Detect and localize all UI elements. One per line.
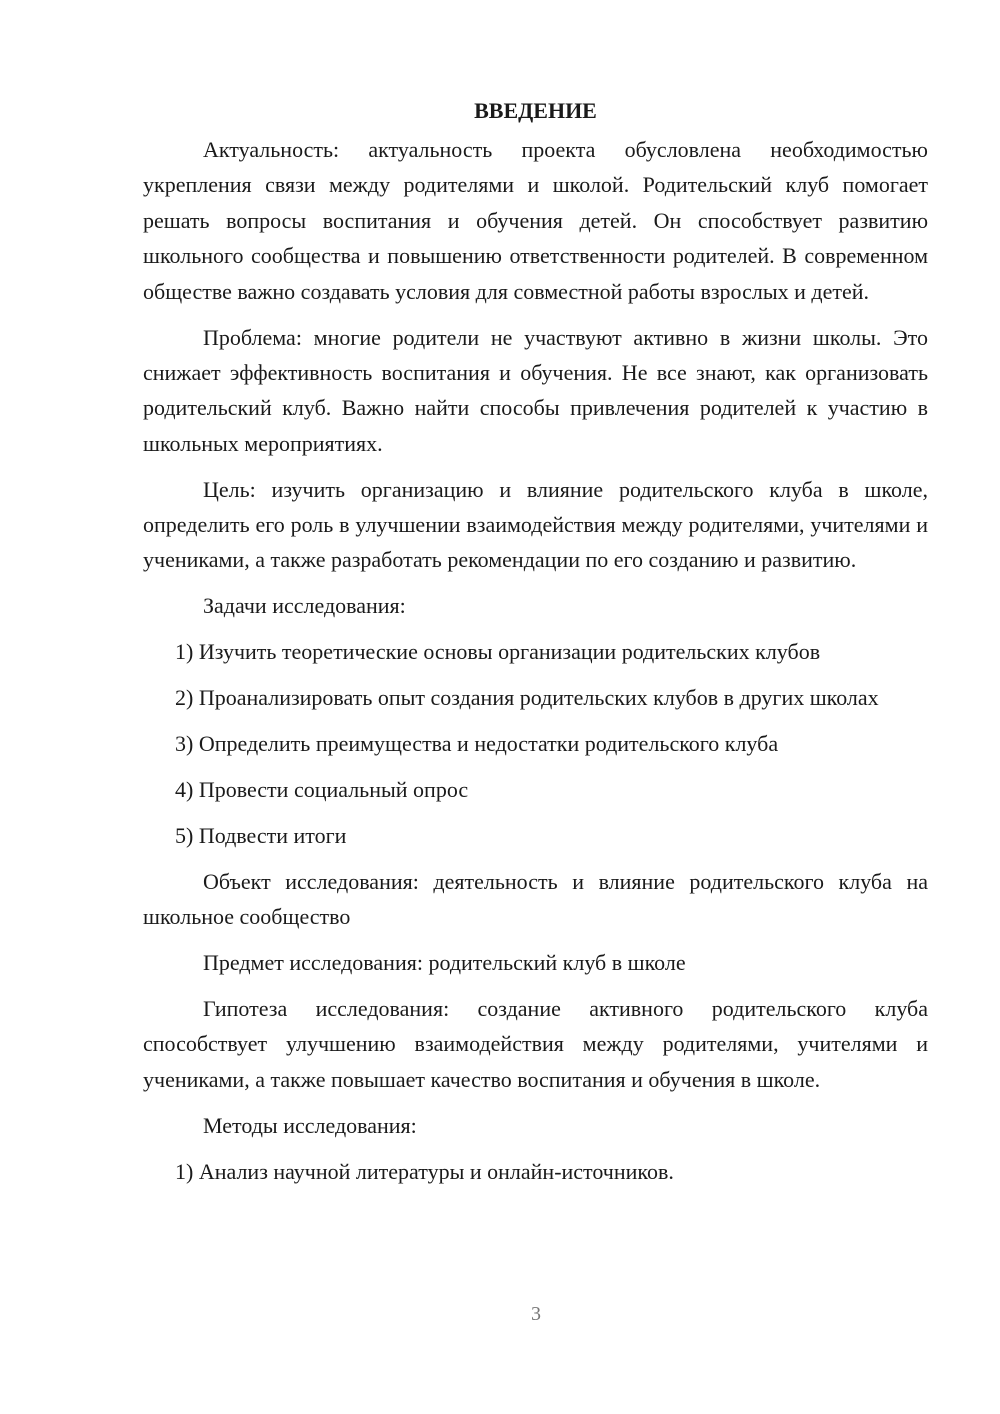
paragraph-subject: Предмет исследования: родительский клуб в школе xyxy=(203,950,686,976)
paragraph-relevance: Актуальность: актуальность проекта обусловлена необходимостью укрепления связи между родителями и школой. Родительский клуб помогает решать вопросы воспитания и обучения детей. Он способствует развитию школьного сообщества и повышению ответственности родителей. В современном обществе важно создавать условия для совместной работы взрослых и детей. xyxy=(143,137,928,304)
paragraph-tasks-title: Задачи исследования: xyxy=(203,593,406,619)
page-content xyxy=(143,96,928,1200)
list-item-task-3: 3) Определить преимущества и недостатки родительского клуба xyxy=(175,731,779,757)
list-item-task-4: 4) Провести социальный опрос xyxy=(175,777,469,802)
paragraph-methods-title: Методы исследования: xyxy=(203,1112,417,1138)
paragraph-problem: Проблема: многие родители не участвуют активно в жизни школы. Это снижает эффективность воспитания и обучения. Не все знают, как организовать родительский клуб. Важно найти способы привлечения родителей к участию в школьных мероприятиях. xyxy=(143,324,928,456)
paragraph-goal: Цель: изучить организацию и влияние родительского клуба в школе, определить его роль в улучшении взаимодействия между родителями, учителями и учениками, а также разработать рекомендации по его созданию и развитию. xyxy=(143,476,928,573)
list-item-task-5: 5) Подвести итоги xyxy=(175,822,347,848)
paragraph-hypothesis: Гипотеза исследования: создание активного родительского клуба способствует улучшению взаимодействия между родителями, учителями и учениками, а также повышает качество воспитания и обучения в школе. xyxy=(143,996,928,1092)
list-item-task-1: 1) Изучить теоретические основы организации родительских клубов xyxy=(175,639,821,665)
list-item-method-1: 1) Анализ научной литературы и онлайн-источников. xyxy=(175,1158,674,1184)
section-heading: ВВЕДЕНИЕ xyxy=(474,98,597,123)
page-number: 3 xyxy=(531,1303,541,1325)
paragraph-object: Объект исследования: деятельность и влияние родительского клуба на школьное сообщество xyxy=(143,868,928,930)
list-item-task-2: 2) Проанализировать опыт создания родительских клубов в других школах xyxy=(175,685,879,711)
